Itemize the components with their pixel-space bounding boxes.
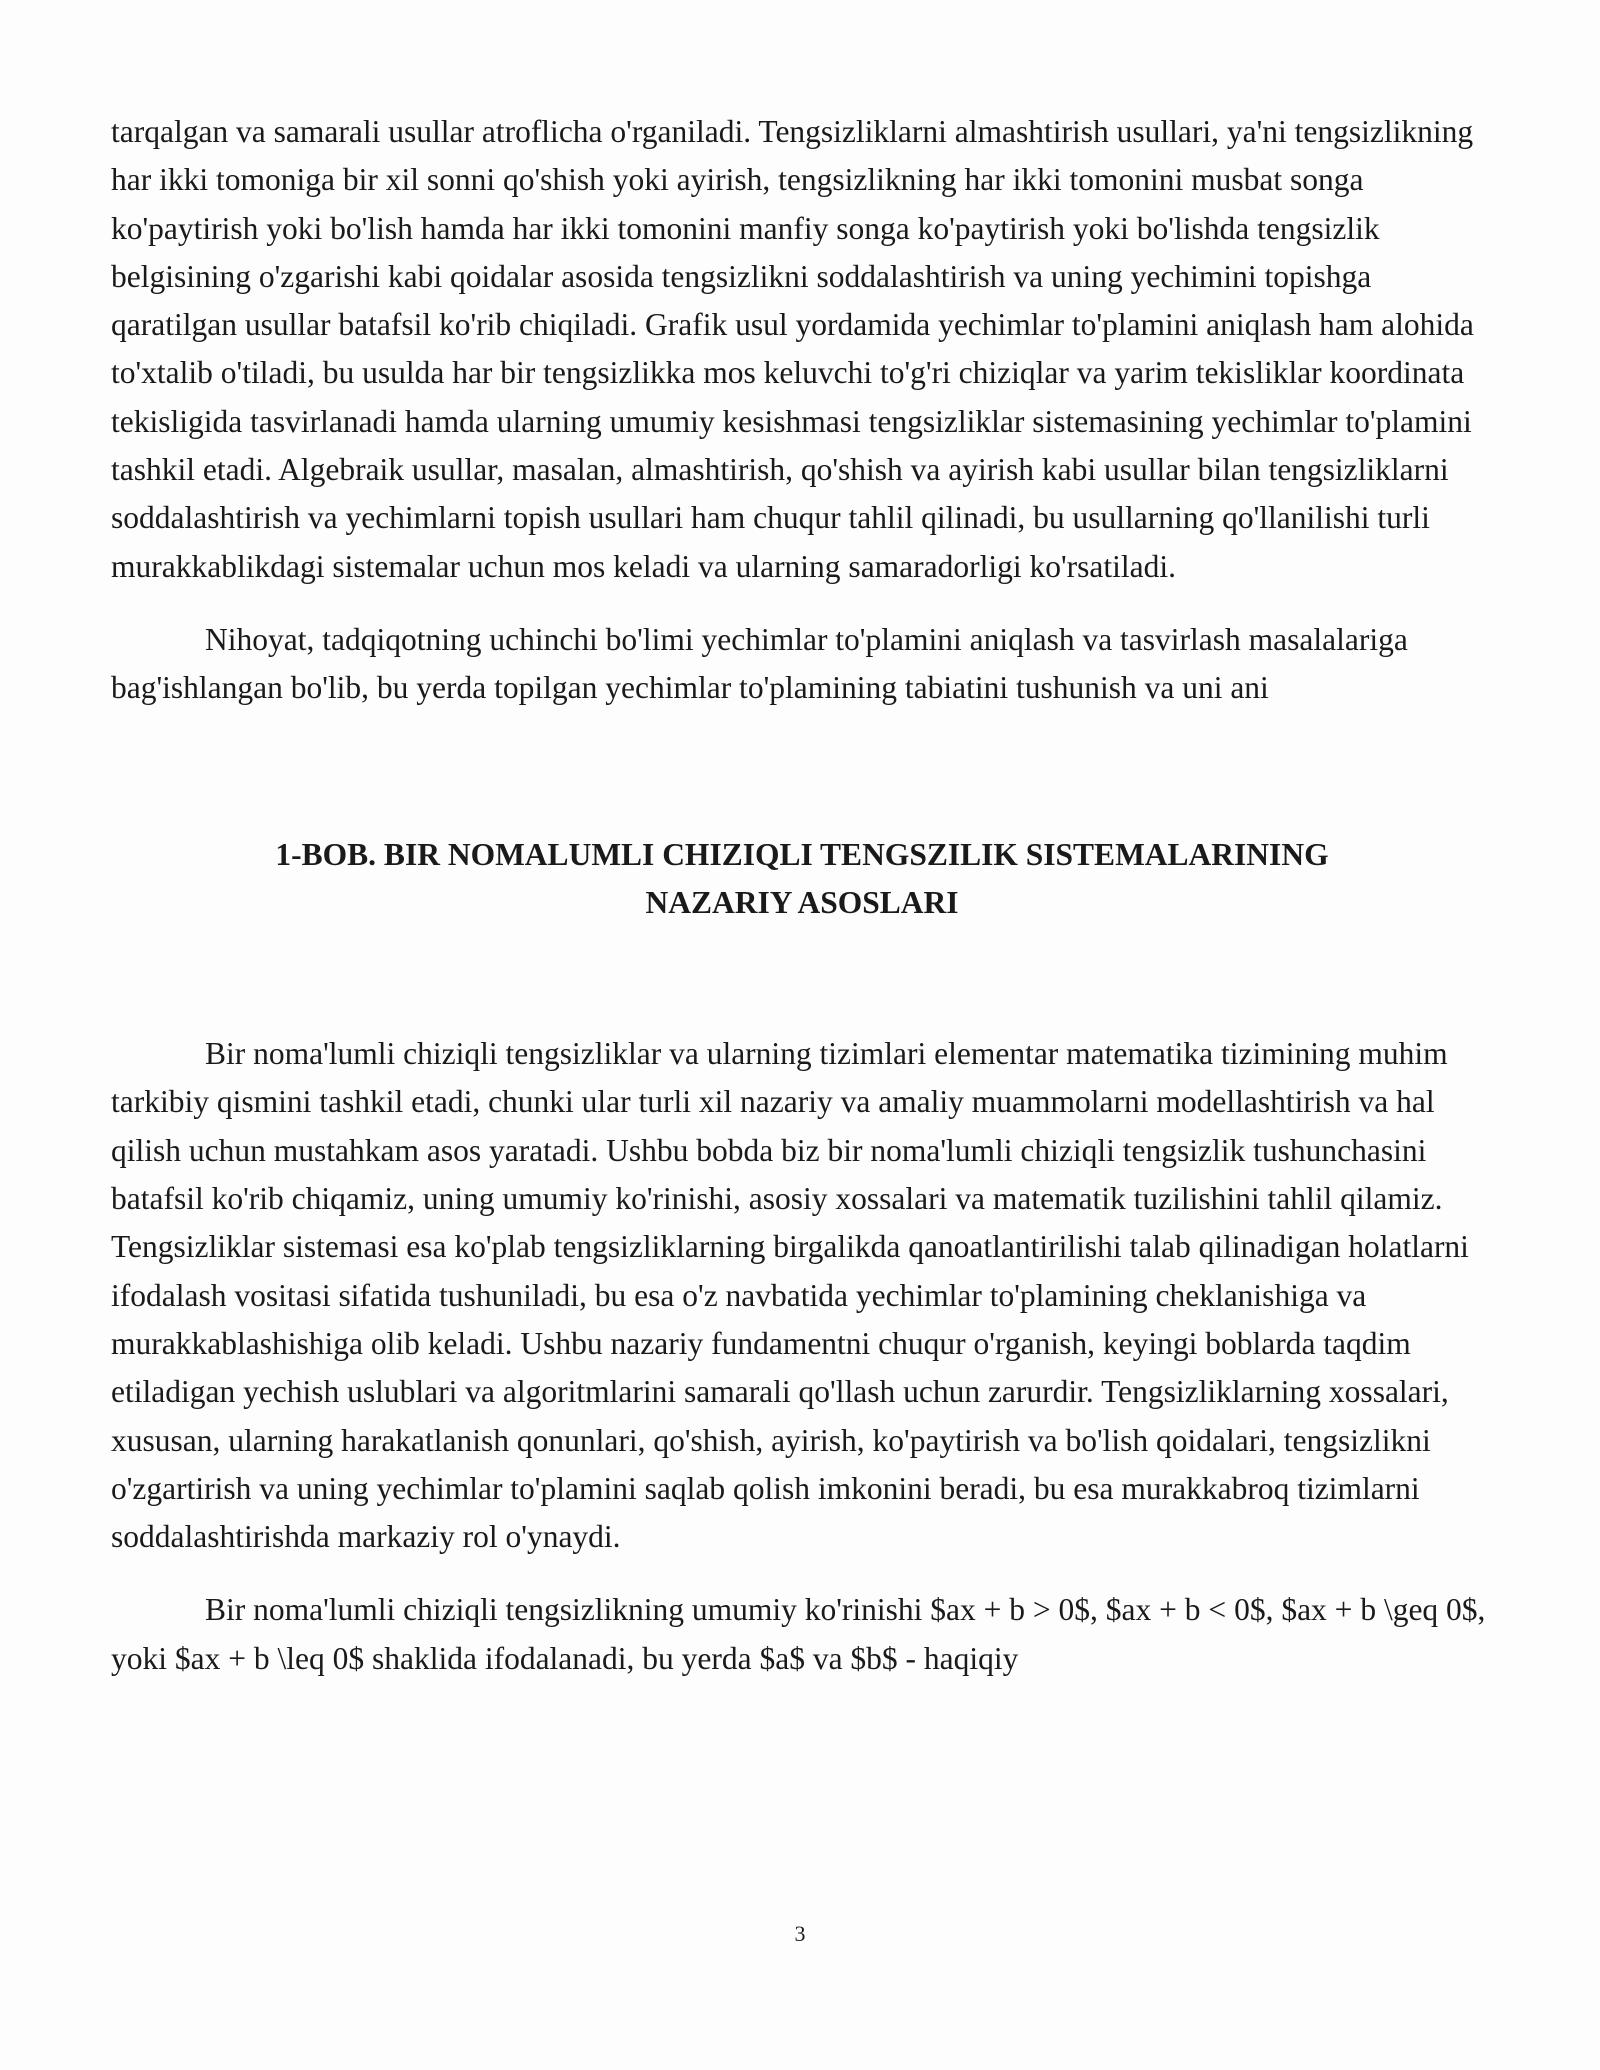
chapter-heading-line-2: NAZARIY ASOSLARI bbox=[645, 884, 959, 920]
paragraph-continuation: tarqalgan va samarali usullar atroflicha o'rganiladi. Tengsizliklarni almashtirish usullari, ya'ni tengsizlikning har ikki tomoniga bir xil sonni qo'shish yoki ayirish, tengsizlikning har ikki tomonini musbat songa ko'paytirish yoki bo'lish hamda har ikki tomonini manfiy songa ko'paytirish yoki bo'lishda tengsizlik belgisining o'zgarishi kabi qoidalar asosida tengsizlikni soddalashtirish va uning yechimini topishga qaratilgan usullar batafsil ko'rib chiqiladi. Grafik usul yordamida yechimlar to'plamini aniqlash ham alohida to'xtalib o'tiladi, bu usulda har bir tengsizlikka mos keluvchi to'g'ri chiziqlar va yarim tekisliklar koordinata tekisligida tasvirlanadi hamda ularning umumiy kesishmasi tengsizliklar sistemasining yechimlar to'plamini tashkil etadi. Algebraik usullar, masalan, almashtirish, qo'shish va ayirish kabi usullar bilan tengsizliklarni soddalashtirish va yechimlarni topish usullari ham chuqur tahlil qilinadi, bu usullarning qo'llanilishi turli murakkablikdagi sistemalar uchun mos keladi va ularning samaradorligi ko'rsatiladi. bbox=[111, 114, 1474, 584]
page-content bbox=[111, 108, 1493, 1683]
paragraph-general-form: Bir noma'lumli chiziqli tengsizlikning umumiy ko'rinishi $ax + b > 0$, $ax + b < 0$, $ax + b \geq 0$, yoki $ax + b \leq 0$ shaklida ifodalanadi, bu yerda $a$ va $b$ - haqiqiy bbox=[111, 1592, 1486, 1676]
chapter-heading bbox=[111, 831, 1493, 928]
chapter-heading-line-1: 1-BOB. BIR NOMALUMLI CHIZIQLI TENGSZILIK SISTEMALARINING bbox=[275, 836, 1329, 872]
page-number: 3 bbox=[794, 1921, 806, 1946]
paragraph-chapter-intro: Bir noma'lumli chiziqli tengsizliklar va ularning tizimlari elementar matematika tizimining muhim tarkibiy qismini tashkil etadi, chunki ular turli xil nazariy va amaliy muammolarni modellashtirish va hal qilish uchun mustahkam asos yaratadi. Ushbu bobda biz bir noma'lumli chiziqli tengsizlik tushunchasini batafsil ko'rib chiqamiz, uning umumiy ko'rinishi, asosiy xossalari va matematik tuzilishini tahlil qilamiz. Tengsizliklar sistemasi esa ko'plab tengsizliklarning birgalikda qanoatlantirilishi talab qilinadigan holatlarni ifodalash vositasi sifatida tushuniladi, bu esa o'z navbatida yechimlar to'plamining cheklanishiga va murakkablashishiga olib keladi. Ushbu nazariy fundamentni chuqur o'rganish, keyingi boblarda taqdim etiladigan yechish uslublari va algoritmlarini samarali qo'llash uchun zarurdir. Tengsizliklarning xossalari, xususan, ularning harakatlanish qonunlari, qo'shish, ayirish, ko'paytirish va bo'lish qoidalari, tengsizlikni o'zgartirish va uning yechimlar to'plamini saqlab qolish imkonini beradi, bu esa murakkabroq tizimlarni soddalashtirishda markaziy rol o'ynaydi. bbox=[111, 1036, 1469, 1555]
paragraph-conclusion-intro: Nihoyat, tadqiqotning uchinchi bo'limi yechimlar to'plamini aniqlash va tasvirlash masalalariga bag'ishlangan bo'lib, bu yerda topilgan yechimlar to'plamining tabiatini tushunish va uni ani bbox=[111, 621, 1408, 706]
